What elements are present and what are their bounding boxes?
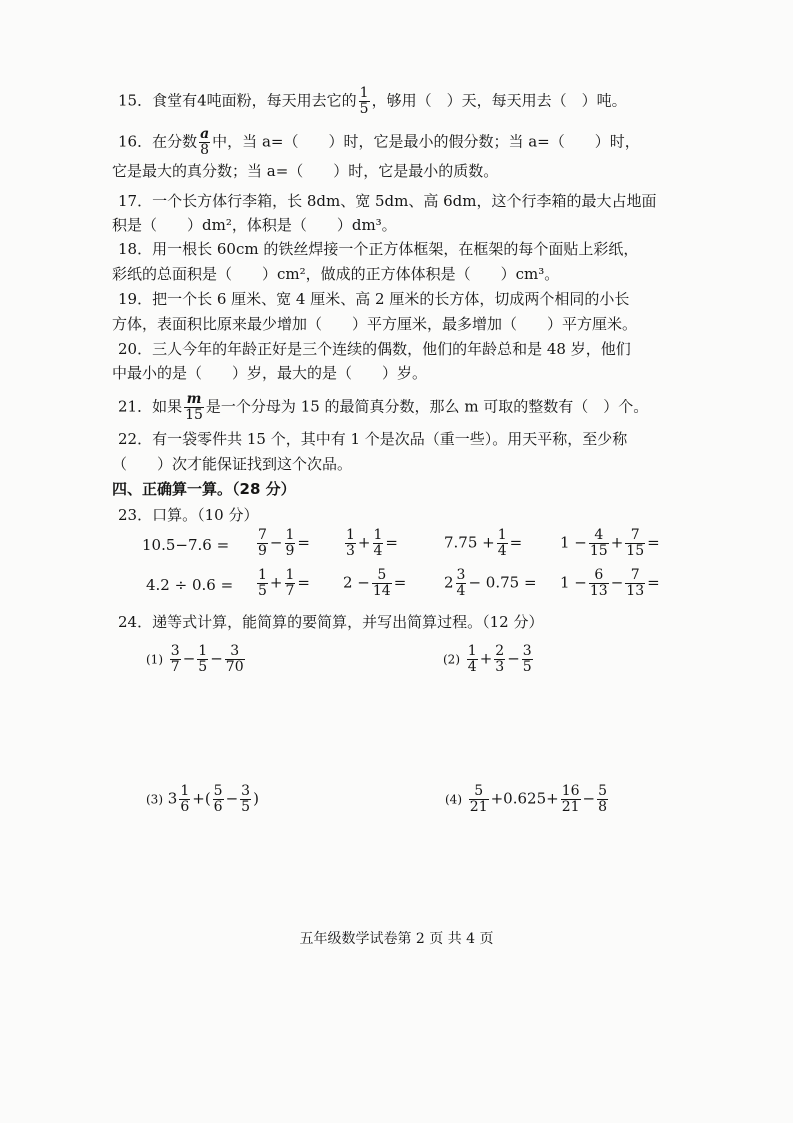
section-heading: 四、正确算一算。（28 分）: [112, 480, 296, 498]
question-16: 16．在分数 $\frac{a}{8}$ 中，当 a=（ ）时，它是最小的假分数；当 a=（ ）时，: [118, 126, 640, 158]
oral-calc-1: 10.5−7.6 =: [142, 536, 230, 554]
question-20: 20．三人今年的年龄正好是三个连续的偶数，他们的年龄总和是 48 岁，他们: [118, 340, 631, 358]
fraction: $\frac{a}{8}$: [200, 126, 210, 158]
oral-calc-4: 7.75 + $\frac{1}{4}$ =: [444, 527, 523, 559]
question-17-cont: 积是（ ）dm²，体积是（ ）dm³。: [112, 216, 397, 234]
question-15: 15．食堂有4吨面粉，每天用去它的 $\frac{1}{5}$ ，够用（ ）天，每天用去（ ）吨。: [118, 85, 627, 117]
page-footer: 五年级数学试卷第 2 页 共 4 页: [299, 931, 494, 947]
oral-calc-10: 1 − $\frac{6}{13}$ − $\frac{7}{13}$ =: [560, 567, 660, 599]
question-16-cont: 它是最大的真分数；当 a=（ ）时，它是最小的质数。: [112, 162, 499, 180]
question-20-cont: 中最小的是（ ）岁，最大的是（ ）岁。: [112, 364, 428, 382]
oral-calc-5: 1 − $\frac{4}{15}$ + $\frac{7}{15}$ =: [560, 527, 660, 559]
question-24-title: 24．递等式计算，能简算的要简算，并写出简算过程。（12 分）: [118, 613, 544, 631]
oral-calc-7: $\frac{1}{5}$ + $\frac{1}{7}$ =: [258, 567, 310, 599]
calc-problem-3: (3) 3 $\frac{1}{6}$ +( $\frac{5}{6}$ − $\frac{3}{5}$ ): [146, 783, 259, 815]
question-22-cont: （ ）次才能保证找到这个次品。: [112, 455, 353, 473]
calc-problem-4: (4) $\frac{5}{21}$ +0.625+ $\frac{16}{21}$ − $\frac{5}{8}$: [445, 783, 608, 815]
question-19-cont: 方体，表面积比原来最少增加（ ）平方厘米，最多增加（ ）平方厘米。: [112, 315, 638, 333]
oral-calc-2: $\frac{7}{9}$ − $\frac{1}{9}$ =: [258, 527, 310, 559]
fraction: $\frac{1}{5}$: [359, 85, 369, 117]
oral-calc-8: 2 − $\frac{5}{14}$ =: [343, 567, 407, 599]
calc-problem-1: (1) $\frac{3}{7}$ − $\frac{1}{5}$ − $\frac{3}{70}$: [146, 643, 244, 675]
oral-calc-6: 4.2 ÷ 0.6 =: [146, 576, 234, 594]
oral-calc-3: $\frac{1}{3}$ + $\frac{1}{4}$ =: [346, 527, 398, 559]
question-19: 19．把一个长 6 厘米、宽 4 厘米、高 2 厘米的长方体，切成两个相同的小长: [118, 290, 630, 308]
question-21: 21．如果 $\frac{m}{15}$ 是一个分母为 15 的最简真分数，那么 m 可取的整数有（ ）个。: [118, 391, 649, 423]
question-18-cont: 彩纸的总面积是（ ）cm²，做成的正方体体积是（ ）cm³。: [112, 265, 560, 283]
question-18: 18．用一根长 60cm 的铁丝焊接一个正方体框架，在框架的每个面贴上彩纸，: [118, 240, 639, 258]
calc-problem-2: (2) $\frac{1}{4}$ + $\frac{2}{3}$ − $\frac{3}{5}$: [443, 643, 532, 675]
question-22: 22．有一袋零件共 15 个，其中有 1 个是次品（重一些）。用天平称，至少称: [118, 430, 628, 448]
oral-calc-9: 2 $\frac{3}{4}$ − 0.75 =: [444, 567, 537, 599]
question-17: 17．一个长方体行李箱，长 8dm、宽 5dm、高 6dm，这个行李箱的最大占地面: [118, 192, 657, 210]
fraction: $\frac{m}{15}$: [185, 391, 203, 423]
question-23-title: 23．口算。（10 分）: [118, 506, 259, 524]
